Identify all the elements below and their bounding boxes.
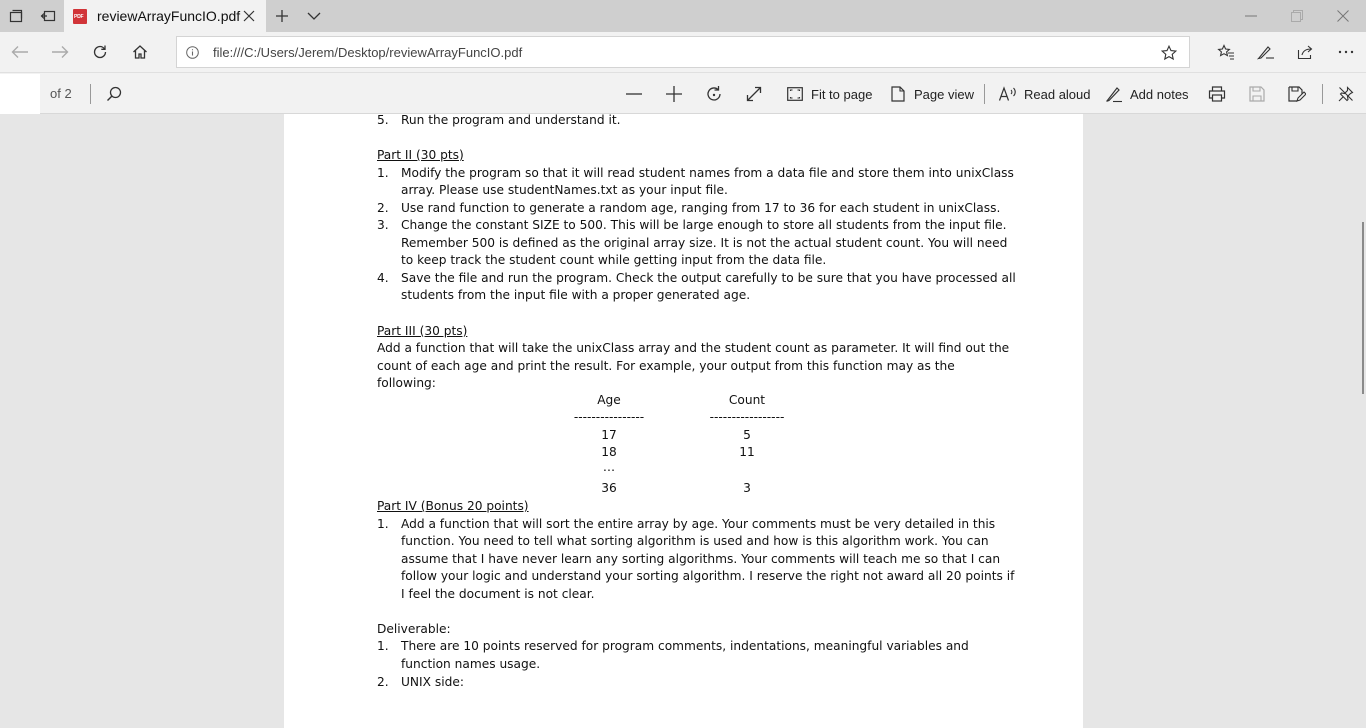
address-bar-row xyxy=(0,32,1366,72)
page-view-button[interactable] xyxy=(888,83,974,105)
refresh-icon[interactable] xyxy=(88,40,112,64)
favorite-star-icon[interactable] xyxy=(1159,43,1179,63)
add-notes-button[interactable] xyxy=(1104,83,1189,105)
info-icon[interactable] xyxy=(185,45,199,59)
full-screen-icon[interactable] xyxy=(744,84,764,104)
unpin-toolbar-icon[interactable] xyxy=(1336,84,1356,104)
divider xyxy=(1322,84,1323,104)
divider xyxy=(984,84,985,104)
tab-actions-icon[interactable] xyxy=(6,6,26,26)
table-rule-age: ---------------- xyxy=(573,410,645,424)
table-cell-age: 36 xyxy=(601,481,617,495)
table-cell-count: 3 xyxy=(743,481,751,495)
zoom-out-icon[interactable] xyxy=(624,84,644,104)
table-cell-count: 11 xyxy=(739,445,755,459)
section-heading: Part III (30 pts) xyxy=(377,324,468,338)
pen-icon xyxy=(1104,84,1124,104)
page-number-input[interactable] xyxy=(0,74,40,114)
paragraph-line: count of each age and print the result. For example, your output from this function may as the xyxy=(377,359,955,373)
section-heading: Deliverable: xyxy=(377,622,451,636)
table-rule-count: ----------------- xyxy=(709,410,785,424)
pdf-icon: PDF xyxy=(73,9,87,24)
divider xyxy=(90,84,91,104)
zoom-in-icon[interactable] xyxy=(664,84,684,104)
tab-preview-chevron-icon[interactable] xyxy=(304,6,324,26)
back-icon[interactable] xyxy=(8,40,32,64)
share-icon[interactable] xyxy=(1294,40,1318,64)
scrollbar[interactable] xyxy=(1361,114,1366,728)
home-icon[interactable] xyxy=(128,40,152,64)
favorites-hub-icon[interactable] xyxy=(1214,40,1238,64)
table-cell-age: 18 xyxy=(601,445,617,459)
web-note-pen-icon[interactable] xyxy=(1254,40,1278,64)
tab-title: reviewArrayFuncIO.pdf xyxy=(97,8,241,24)
pdf-toolbar xyxy=(0,72,1366,114)
forward-icon[interactable] xyxy=(48,40,72,64)
fit-to-page-label: Fit to page xyxy=(811,86,873,102)
add-notes-label: Add notes xyxy=(1130,86,1189,102)
table-header-age: Age xyxy=(597,393,621,407)
paragraph-line: Add a function that will take the unixClass array and the student count as parameter. It will find out the xyxy=(377,341,1010,355)
fit-to-page-icon xyxy=(785,84,805,104)
read-aloud-label: Read aloud xyxy=(1024,86,1091,102)
set-tabs-aside-icon[interactable] xyxy=(38,6,58,26)
table-cell-age: 17 xyxy=(601,428,617,442)
save-as-icon[interactable] xyxy=(1287,84,1307,104)
read-aloud-button[interactable] xyxy=(998,83,1091,105)
table-cell-count: 5 xyxy=(743,428,751,442)
paragraph-line: following: xyxy=(377,376,436,390)
rotate-icon[interactable] xyxy=(704,84,724,104)
restore-icon[interactable] xyxy=(1274,0,1320,32)
new-tab-icon[interactable] xyxy=(272,6,292,26)
url-text[interactable]: file:///C:/Users/Jerem/Desktop/reviewArrayFuncIO.pdf xyxy=(213,45,523,60)
table-cell-age: … xyxy=(602,460,616,474)
page-view-label: Page view xyxy=(914,86,974,102)
table-header-count: Count xyxy=(728,393,766,407)
pdf-page: 5. Run the program and understand it. Part II (30 pts) 1. Modify the program so that it will read student names from a data file and store them into unixClass array. Please use studentNames.txt as your input file. 2. Use rand function to generate a random age, ranging from 17 to 36 for each student in unixClass. 3. Change the constant SIZE to 500. This will be large enough to store all students from the input file. Remember 500 is defined as the original array size. It is not the actual student count. You will need to keep track the student count while getting input from the data file. 4. Save the file and run the program. Check the output carefully to be sure that you have processed all students from the input file with a proper generated age. Part III (30 pts) Add a function that will take the unixClass array and the student count as parameter. It will find out the count of each age and print the result. For example, your output from this function may as the following: Age Count ---------------- ----------------- 17 5 18 11 … 36 3 Part IV (Bonus 20 points) 1. Add a function that will sort the entire array by age. Your comments must be very detailed in this function. You need to tell what sorting algorithm is used and how is this algorithm work. You can assume that I have never learn any sorting algorithms. Your comments will teach me so that I can follow your logic and understand your sorting algorithm. I reserve the right not award all 20 points if I feel the document is not clear. Deliverable: 1. There are 10 points reserved for program comments, indentations, meaningful variables and function names usage. 2. UNIX side: xyxy=(284,114,1083,728)
tab-strip xyxy=(0,0,1366,32)
pdf-viewport[interactable] xyxy=(0,114,1366,728)
fit-to-page-button[interactable] xyxy=(785,83,872,105)
search-icon[interactable] xyxy=(104,84,124,104)
print-icon[interactable] xyxy=(1207,84,1227,104)
section-heading: Part IV (Bonus 20 points) xyxy=(377,499,529,513)
save-icon[interactable] xyxy=(1247,84,1267,104)
page-view-icon xyxy=(888,84,908,104)
active-tab[interactable] xyxy=(64,0,266,32)
minimize-icon[interactable] xyxy=(1228,0,1274,32)
read-aloud-icon xyxy=(998,84,1018,104)
more-menu-icon[interactable] xyxy=(1334,40,1358,64)
tab-close-icon[interactable] xyxy=(239,6,259,26)
close-window-icon[interactable] xyxy=(1320,0,1366,32)
scrollbar-thumb[interactable] xyxy=(1362,222,1364,394)
page-count: of 2 xyxy=(50,86,72,101)
address-box[interactable] xyxy=(176,36,1190,68)
section-heading: Part II (30 pts) xyxy=(377,148,464,162)
